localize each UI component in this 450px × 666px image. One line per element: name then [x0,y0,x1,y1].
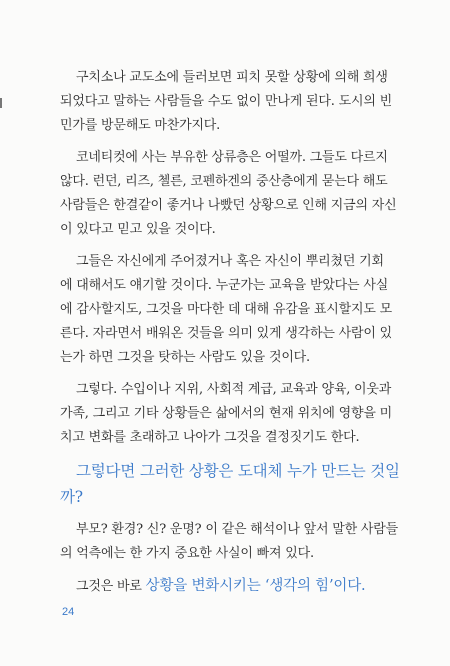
page-edge-mark [0,98,2,108]
final-paragraph [60,574,386,599]
paragraph-5 [60,518,398,566]
text-line: 민가를 방문해도 마찬가지다. [60,118,221,133]
paragraph-3 [60,250,392,370]
text-line: 의 억측에는 한 가지 중요한 사실이 빠져 있다. [60,546,314,561]
paragraph-1 [60,66,392,138]
text-line: 치고 변화를 초래하고 나아가 그것을 결정짓기도 한다. [60,430,360,445]
highlight-question [60,458,400,510]
page-number: 24 [62,606,75,618]
text-line: 그들은 자신에게 주어졌거나 혹은 자신이 뿌리쳤던 기회 [76,254,384,269]
text-line: 코네티컷에 사는 부유한 상류층은 어떨까. 그들도 다르지 [76,150,388,165]
final-emphasis: 상황을 변화시키는 ‘생각의 힘’이다. [145,578,366,594]
text-line [60,574,386,599]
text-line: 이 있다고 믿고 있을 것이다. [60,222,216,237]
text-line: 른다. 자라면서 배워온 것들을 의미 있게 생각하는 사람이 있 [60,326,392,341]
page-body [60,66,400,607]
text-line: 그렇다면 그러한 상황은 도대체 누가 만드는 것일 [76,462,400,480]
text-line: 에 대해서도 얘기할 것이다. 누군가는 교육을 받았다는 사실 [60,278,389,293]
text-line: 구치소나 교도소에 들러보면 피치 못할 상황에 의해 희생 [76,70,388,85]
text-line: 까? [60,488,83,506]
text-line: 않다. 런던, 리즈, 첼른, 코펜하겐의 중산층에게 묻는다 해도 [60,174,388,189]
text-line: 에 감사할지도, 그것을 마다한 데 대해 유감을 표시할지도 모 [60,302,392,317]
text-line: 가족, 그리고 기타 상황들은 삶에서의 현재 위치에 영향을 미 [60,406,392,421]
text-line: 부모? 환경? 신? 운명? 이 같은 해석이나 앞서 말한 사람들 [76,522,398,537]
paragraph-2 [60,146,397,242]
text-line: 는가 하면 그것을 탓하는 사람도 있을 것이다. [60,350,310,365]
paragraph-4 [60,378,392,450]
text-line: 그렇다. 수입이나 지위, 사회적 계급, 교육과 양육, 이웃과 [76,382,392,397]
text-line: 되었다고 말하는 사람들을 수도 없이 만나게 된다. 도시의 빈 [60,94,392,109]
text-line: 사람들은 한결같이 좋거나 나빴던 상황으로 인해 지금의 자신 [60,198,397,213]
final-prefix: 그것은 바로 [76,579,146,594]
